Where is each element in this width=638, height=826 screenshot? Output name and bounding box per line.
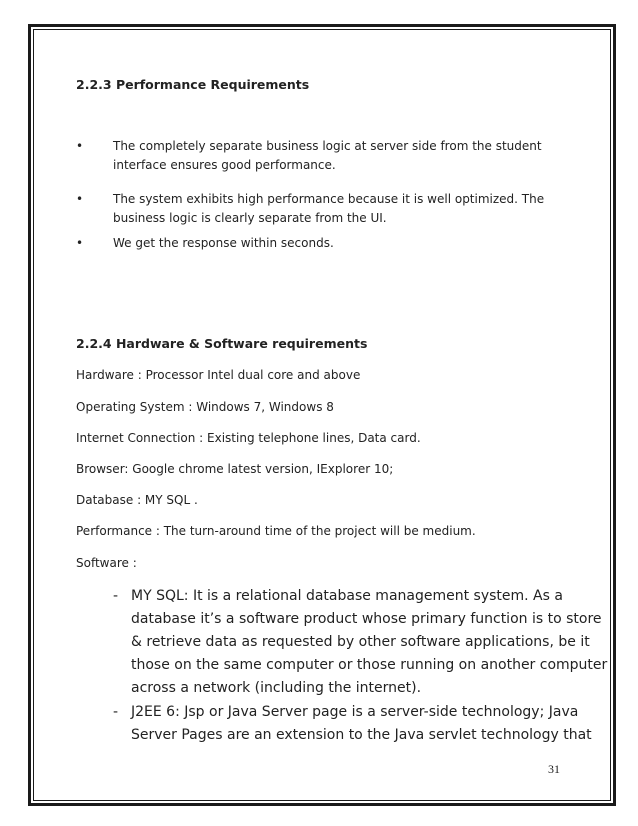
- software-item-line: across a network (including the internet).: [131, 680, 422, 696]
- bullet-marker: •: [76, 192, 84, 206]
- bullet-marker: •: [76, 236, 84, 250]
- bullet-text-line: We get the response within seconds.: [113, 236, 334, 250]
- bullet-text-line: business logic is clearly separate from the UI.: [113, 211, 387, 225]
- software-item-line: those on the same computer or those running on another computer: [131, 657, 608, 673]
- bullet-text-line: The completely separate business logic at server side from the student: [113, 139, 542, 153]
- bullet-text-line: interface ensures good performance.: [113, 158, 336, 172]
- list-dash-marker: -: [113, 588, 119, 604]
- software-item-line: MY SQL: It is a relational database management system. As a: [131, 588, 563, 604]
- bullet-text-line: The system exhibits high performance because it is well optimized. The: [113, 192, 545, 206]
- list-dash-marker: -: [113, 704, 119, 720]
- software-item-line: database it’s a software product whose primary function is to store: [131, 611, 602, 627]
- requirement-line-internet: Internet Connection : Existing telephone lines, Data card.: [76, 431, 421, 445]
- requirement-line-hardware: Hardware : Processor Intel dual core and above: [76, 368, 361, 382]
- bullet-marker: •: [76, 139, 84, 153]
- section-heading-hardware-software: 2.2.4 Hardware & Software requirements: [76, 336, 368, 351]
- requirement-line-os: Operating System : Windows 7, Windows 8: [76, 400, 334, 414]
- requirement-line-database: Database : MY SQL .: [76, 493, 198, 507]
- requirement-line-browser: Browser: Google chrome latest version, IExplorer 10;: [76, 462, 394, 476]
- software-item-line: & retrieve data as requested by other software applications, be it: [131, 634, 590, 650]
- section-heading-performance: 2.2.3 Performance Requirements: [76, 77, 310, 92]
- software-item-line: Server Pages are an extension to the Java servlet technology that: [131, 727, 592, 743]
- page-number: 31: [548, 762, 560, 776]
- requirement-line-performance: Performance : The turn-around time of the project will be medium.: [76, 524, 476, 538]
- software-item-line: J2EE 6: Jsp or Java Server page is a server-side technology; Java: [131, 704, 579, 720]
- requirement-line-software: Software :: [76, 556, 137, 570]
